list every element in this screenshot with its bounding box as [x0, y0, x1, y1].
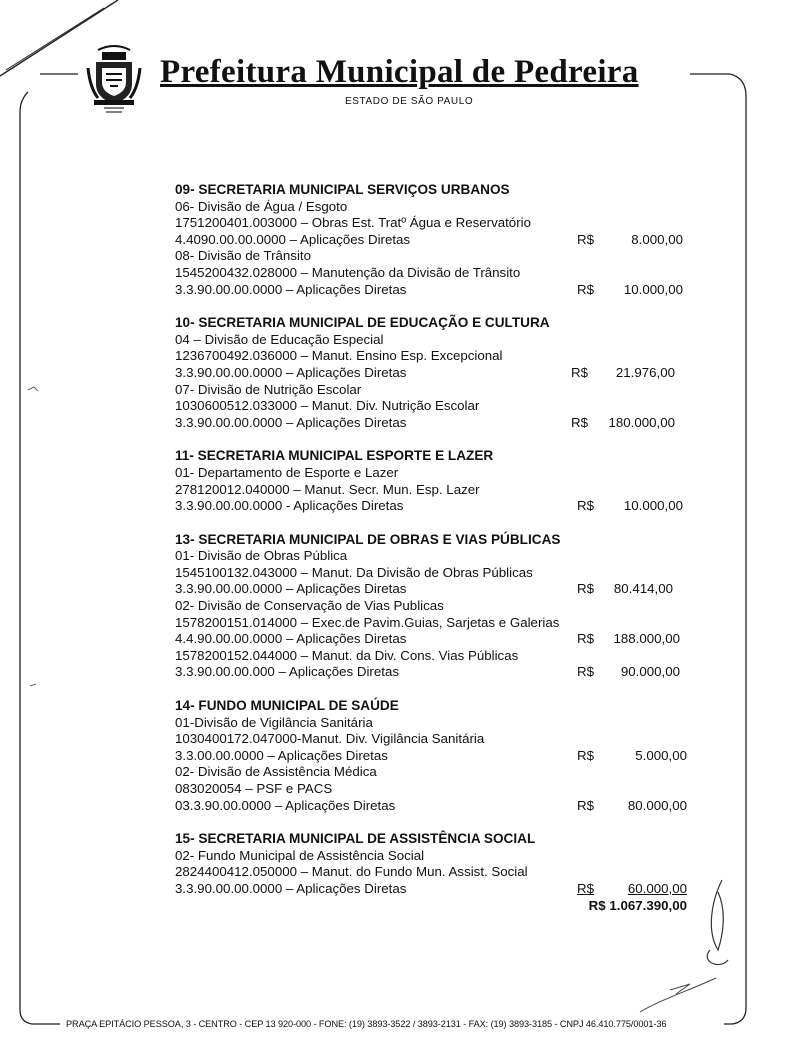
item-text: 04 – Divisão de Educação Especial	[175, 331, 384, 347]
currency-label: R$	[577, 797, 594, 813]
item-text: 02- Divisão de Conservação de Vias Publicas	[175, 598, 444, 614]
item-text: 02- Divisão de Assistência Médica	[175, 764, 377, 780]
section-obras-vias-publicas	[175, 532, 695, 681]
currency-label: R$	[577, 498, 594, 514]
budget-list	[175, 182, 695, 915]
amount-value: 90.000,00	[620, 664, 680, 680]
item-text: 1545100132.043000 – Manut. Da Divisão de Obras Públicas	[175, 564, 533, 580]
currency-label: R$	[577, 631, 594, 647]
coat-of-arms-icon	[84, 42, 144, 116]
item-text: 01- Departamento de Esporte e Lazer	[175, 464, 399, 480]
list-item	[175, 332, 695, 349]
section-heading: 11- SECRETARIA MUNICIPAL ESPORTE E LAZER	[175, 448, 494, 464]
list-item	[175, 365, 695, 382]
section-esporte-lazer	[175, 448, 695, 514]
list-item	[175, 415, 695, 432]
list-item	[175, 864, 695, 881]
section-heading: 09- SECRETARIA MUNICIPAL SERVIÇOS URBANOS	[175, 182, 510, 197]
list-item	[175, 482, 695, 499]
list-item	[175, 664, 695, 681]
currency-label: R$	[577, 231, 594, 247]
list-item	[175, 598, 695, 615]
item-text: 278120012.040000 – Manut. Secr. Mun. Esp. Lazer	[175, 481, 480, 497]
list-item	[175, 648, 695, 665]
list-item	[175, 748, 695, 765]
list-item	[175, 232, 695, 249]
page-title: Prefeitura Municipal de Pedreira	[160, 54, 639, 90]
section-heading: 14- FUNDO MUNICIPAL DE SAÚDE	[175, 698, 399, 714]
section-assistencia-social	[175, 831, 695, 914]
item-text: 1545200432.028000 – Manutenção da Divisão de Trânsito	[175, 264, 521, 280]
list-item	[175, 265, 695, 282]
amount-value: 21.976,00	[615, 364, 675, 380]
list-item	[175, 631, 695, 648]
item-text: 08- Divisão de Trânsito	[175, 248, 311, 264]
item-text: 3.3.90.00.00.0000 – Aplicações Diretas	[175, 364, 407, 380]
currency-label: R$	[577, 281, 594, 297]
item-text: 4.4090.00.00.0000 – Aplicações Diretas	[175, 231, 411, 247]
item-text: 1030600512.033000 – Manut. Div. Nutrição Escolar	[175, 398, 480, 414]
footer-address: PRAÇA EPITÁCIO PESSOA, 3 - CENTRO - CEP 13 920-000 - FONE: (19) 3893-3522 / 3893-2131 - FAX: (19) 3893-3185 - CNPJ 46.410.775/0001-36	[66, 1019, 667, 1029]
item-text: 3.3.90.00.00.0000 - Aplicações Diretas	[175, 498, 404, 514]
item-text: 01-Divisão de Vigilância Sanitária	[175, 714, 373, 730]
list-item	[175, 348, 695, 365]
amount-value: 80.000,00	[627, 797, 687, 813]
item-text: 4.4.90.00.00.0000 – Aplicações Diretas	[175, 631, 407, 647]
item-text: 1578200152.044000 – Manut. da Div. Cons. Vias Públicas	[175, 647, 519, 663]
item-text: 083020054 – PSF e PACS	[175, 781, 333, 796]
list-item	[175, 215, 695, 232]
item-text: 1030400172.047000-Manut. Div. Vigilância Sanitária	[175, 731, 485, 747]
section-heading: 13- SECRETARIA MUNICIPAL DE OBRAS E VIAS PÚBLICAS	[175, 531, 561, 547]
list-item	[175, 282, 695, 299]
section-heading: 15- SECRETARIA MUNICIPAL DE ASSISTÊNCIA SOCIAL	[175, 831, 536, 847]
item-text: 3.3.90.00.00.000 – Aplicações Diretas	[175, 664, 399, 680]
page-subtitle: ESTADO DE SÃO PAULO	[345, 96, 474, 107]
list-item	[175, 248, 695, 265]
coat-of-arms-logo	[84, 42, 144, 116]
amount-value: 80.414,00	[613, 581, 673, 597]
list-item	[175, 798, 695, 815]
item-text: 2824400412.050000 – Manut. do Fundo Mun. Assist. Social	[175, 864, 528, 880]
section-servicos-urbanos	[175, 182, 695, 298]
item-text: 07- Divisão de Nutrição Escolar	[175, 381, 362, 397]
currency-label: R$	[571, 414, 588, 430]
currency-label: R$	[577, 747, 594, 763]
list-item	[175, 465, 695, 482]
list-item	[175, 715, 695, 732]
currency-label: R$	[577, 880, 594, 896]
list-item	[175, 781, 695, 798]
item-text: 1578200151.014000 – Exec.de Pavim.Guias, Sarjetas e Galerias	[175, 614, 560, 630]
amount-value: 10.000,00	[623, 281, 683, 297]
item-text: 06- Divisão de Água / Esgoto	[175, 198, 348, 214]
list-item	[175, 581, 695, 598]
section-educacao-cultura	[175, 315, 695, 431]
item-text: 1751200401.003000 – Obras Est. Tratº Água e Reservatório	[175, 215, 531, 231]
list-item	[175, 199, 695, 216]
grand-total-row	[175, 898, 695, 915]
section-heading: 10- SECRETARIA MUNICIPAL DE EDUCAÇÃO E CULTURA	[175, 315, 550, 331]
list-item	[175, 398, 695, 415]
item-text: 3.3.90.00.00.0000 – Aplicações Diretas	[175, 281, 407, 297]
currency-label: R$	[577, 664, 594, 680]
item-text: 3.3.00.00.0000 – Aplicações Diretas	[175, 747, 388, 763]
grand-total-value: R$ 1.067.390,00	[588, 897, 687, 913]
item-text: 03.3.90.00.0000 – Aplicações Diretas	[175, 797, 396, 813]
item-text: 01- Divisão de Obras Pública	[175, 548, 348, 564]
list-item	[175, 565, 695, 582]
list-item	[175, 848, 695, 865]
list-item	[175, 731, 695, 748]
amount-value: 60.000,00	[627, 880, 687, 896]
item-text: 02- Fundo Municipal de Assistência Social	[175, 847, 425, 863]
item-text: 3.3.90.00.00.0000 – Aplicações Diretas	[175, 581, 407, 597]
list-item	[175, 498, 695, 515]
amount-value: 8.000,00	[631, 231, 683, 247]
list-item	[175, 548, 695, 565]
item-text: 3.3.90.00.00.0000 – Aplicações Diretas	[175, 414, 407, 430]
amount-value: 188.000,00	[613, 631, 680, 647]
amount-value: 5.000,00	[635, 747, 687, 763]
currency-label: R$	[577, 581, 594, 597]
list-item	[175, 881, 695, 898]
amount-value: 10.000,00	[623, 498, 683, 514]
amount-value: 180.000,00	[608, 414, 675, 430]
section-fundo-saude	[175, 698, 695, 814]
item-text: 1236700492.036000 – Manut. Ensino Esp. Excepcional	[175, 348, 503, 364]
currency-label: R$	[571, 364, 588, 380]
item-text: 3.3.90.00.00.0000 – Aplicações Diretas	[175, 880, 407, 896]
list-item	[175, 382, 695, 399]
list-item	[175, 615, 695, 632]
list-item	[175, 764, 695, 781]
